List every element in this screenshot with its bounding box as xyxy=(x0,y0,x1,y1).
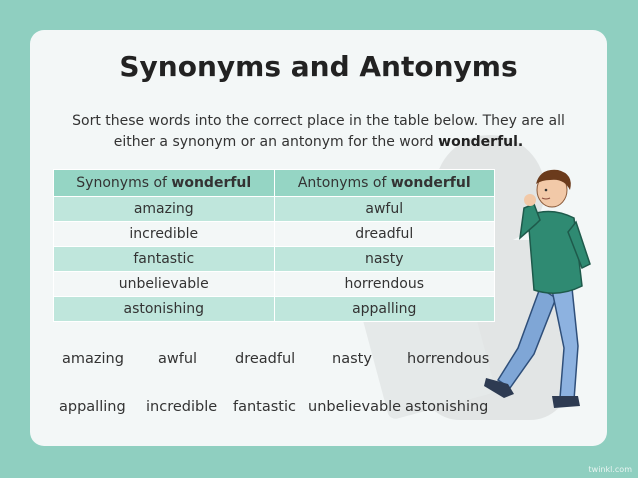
synonyms-header-bold: wonderful xyxy=(171,175,252,191)
table-row xyxy=(54,197,495,222)
table-row xyxy=(54,247,495,272)
instruction-bold-word: wonderful. xyxy=(438,134,524,150)
word-card[interactable]: awful xyxy=(158,351,198,367)
synonyms-header-prefix: Synonyms of xyxy=(76,175,167,191)
synonym-cell: amazing xyxy=(54,197,275,222)
synonym-cell: astonishing xyxy=(54,297,275,322)
synonym-cell: fantastic xyxy=(54,247,275,272)
antonyms-header-bold: wonderful xyxy=(390,175,471,191)
synonym-cell: incredible xyxy=(54,222,275,247)
antonym-cell: appalling xyxy=(274,297,495,322)
page-title: Synonyms and Antonyms xyxy=(119,50,518,83)
word-card[interactable]: horrendous xyxy=(407,351,490,367)
word-card[interactable]: incredible xyxy=(146,399,218,415)
table-row xyxy=(54,297,495,322)
antonym-cell: dreadful xyxy=(274,222,495,247)
antonym-cell: horrendous xyxy=(274,272,495,297)
thinking-boy-illustration xyxy=(478,168,608,424)
instruction-text: Sort these words into the correct place in the table below. They are all either a synonym or an antonym for the word xyxy=(72,113,565,150)
word-card[interactable]: fantastic xyxy=(233,399,296,415)
word-card[interactable]: amazing xyxy=(62,351,124,367)
word-card[interactable]: appalling xyxy=(59,399,126,415)
antonyms-header xyxy=(274,170,495,197)
word-card[interactable]: unbelievable xyxy=(308,399,402,415)
synonym-cell: unbelievable xyxy=(54,272,275,297)
table-row xyxy=(54,272,495,297)
antonym-cell: nasty xyxy=(274,247,495,272)
word-card[interactable]: dreadful xyxy=(235,351,296,367)
word-card[interactable]: nasty xyxy=(332,351,372,367)
table-row xyxy=(54,222,495,247)
antonyms-header-prefix: Antonyms of xyxy=(297,175,387,191)
word-card[interactable]: astonishing xyxy=(405,399,489,415)
instructions xyxy=(60,111,577,153)
twinkl-watermark: twinkl.com xyxy=(588,465,632,474)
antonym-cell: awful xyxy=(274,197,495,222)
synonyms-header xyxy=(54,170,275,197)
sort-table xyxy=(53,169,495,322)
table-header-row xyxy=(54,170,495,197)
